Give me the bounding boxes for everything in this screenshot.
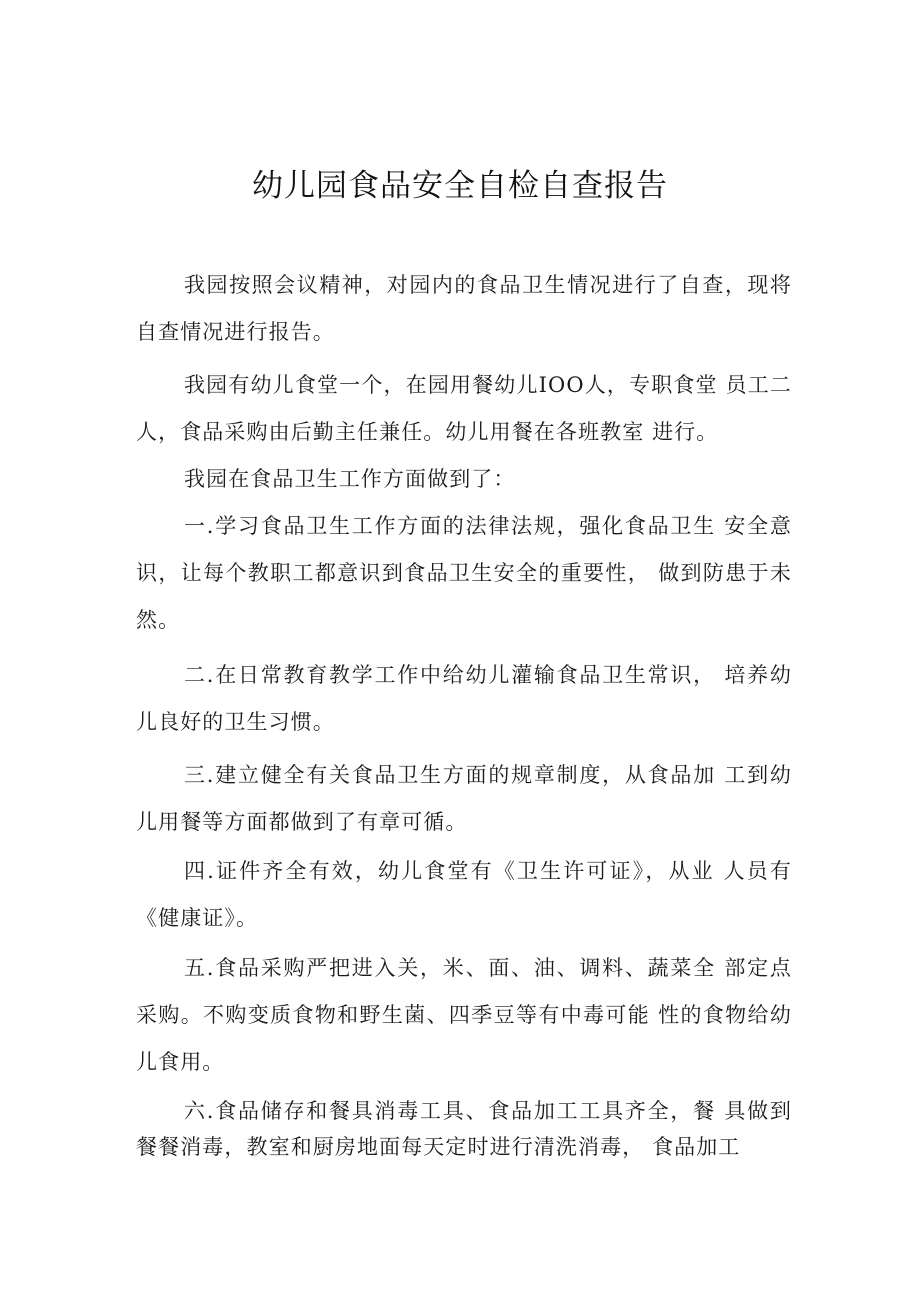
paragraph-item-4: 四.证件齐全有效，幼儿食堂有《卫生许可证》，从业 人员有《健康证》。 — [136, 859, 792, 930]
paragraph-item-1: 一.学习食品卫生工作方面的法律法规，强化食品卫生 安全意识，让每个教职工都意识到食品卫生安全的重要性， 做到防患于未然。 — [136, 514, 792, 632]
paragraph-item-2: 二.在日常教育教学工作中给幼儿灌输食品卫生常识， 培养幼儿良好的卫生习惯。 — [136, 663, 792, 734]
paragraph-overview: 我园有幼儿食堂一个，在园用餐幼儿IOO人，专职食堂 员工二人，食品采购由后勤主任兼任。幼儿用餐在各班教室 进行。 — [136, 373, 792, 444]
paragraph-item-3: 三.建立健全有关食品卫生方面的规章制度，从食品加 工到幼儿用餐等方面都做到了有章可循。 — [136, 763, 792, 834]
paragraph-item-6: 六.食品储存和餐具消毒工具、食品加工工具齐全，餐 具做到餐餐消毒，教室和厨房地面每天定时进行清洗消毒， 食品加工 — [136, 1099, 792, 1159]
paragraph-intro: 我园按照会议精神，对园内的食品卫生情况进行了自查，现将自查情况进行报告。 — [136, 273, 792, 344]
document-title: 幼儿园食品安全自检自查报告 — [252, 168, 668, 204]
paragraph-item-5: 五.食品采购严把进入关，米、面、油、调料、蔬菜全 部定点采购。不购变质食物和野生菌、四季豆等有中毒可能 性的食物给幼儿食用。 — [136, 956, 792, 1074]
paragraph-achievements-lead: 我园在食品卫生工作方面做到了： — [184, 467, 516, 491]
